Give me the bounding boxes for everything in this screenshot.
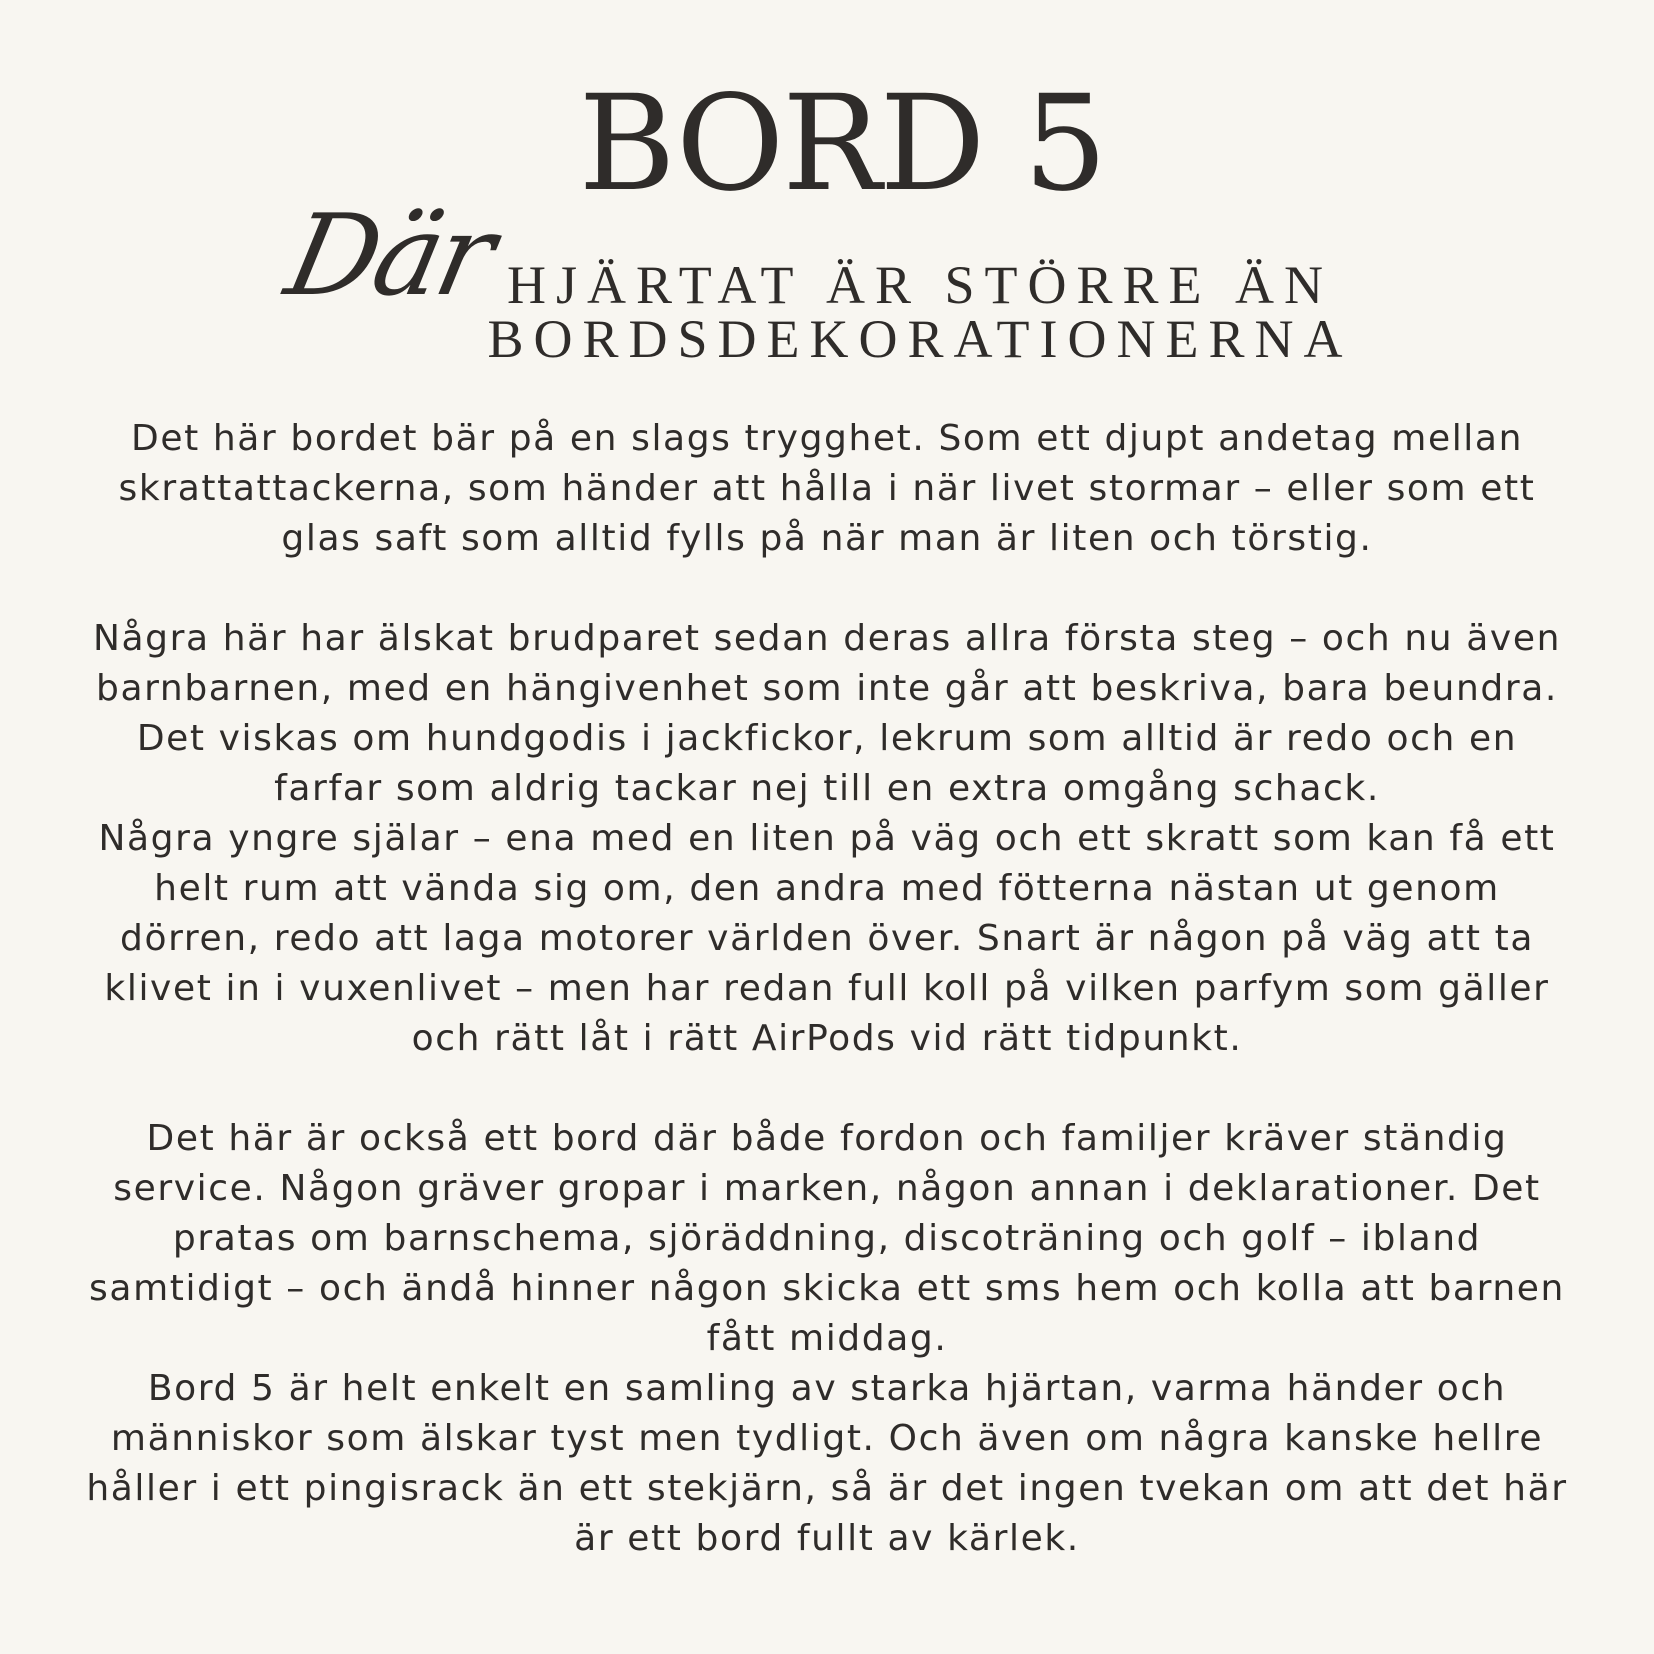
text-line: Det här är också ett bord där både fordon och familjer kräver ständig — [146, 1118, 1508, 1159]
text-line: pratas om barnschema, sjöräddning, discoträning och golf – ibland — [172, 1218, 1482, 1259]
text-line: Några yngre själar – ena med en liten på väg och ett skratt som kan få ett — [98, 818, 1556, 859]
text-line: barnbarnen, med en hängivenhet som inte går att beskriva, bara beundra. — [96, 668, 1558, 709]
text-line: är ett bord fullt av kärlek. — [574, 1518, 1080, 1559]
script-word: Där — [276, 191, 502, 321]
paragraph-gap — [70, 1064, 1584, 1114]
text-line: och rätt låt i rätt AirPods vid rätt tidpunkt. — [411, 1018, 1243, 1059]
text-line: Bord 5 är helt enkelt en samling av starka hjärtan, varma händer och — [147, 1368, 1507, 1409]
text-line: skrattattackerna, som händer att hålla i när livet stormar – eller som ett — [118, 468, 1536, 509]
body-text — [70, 414, 1584, 1564]
text-line: Det här bordet bär på en slags trygghet. Som ett djupt andetag mellan — [131, 418, 1523, 459]
text-line: farfar som aldrig tackar nej till en extra omgång schack. — [274, 768, 1380, 809]
text-line: helt rum att vända sig om, den andra med fötterna nästan ut genom — [154, 868, 1500, 909]
text-line: fått middag. — [706, 1318, 948, 1359]
subtitle-line-1: HJÄRTAT ÄR STÖRRE ÄN — [506, 255, 1333, 315]
text-line: glas saft som alltid fylls på när man är liten och törstig. — [281, 518, 1373, 559]
paragraph-gap — [70, 564, 1584, 614]
page-title: BORD 5 — [578, 67, 1106, 221]
text-line: klivet in i vuxenlivet – men har redan full koll på vilken parfym som gäller — [104, 968, 1550, 1009]
text-line: samtidigt – och ändå hinner någon skicka ett sms hem och kolla att barnen — [89, 1268, 1565, 1309]
text-line: dörren, redo att laga motorer världen över. Snart är någon på väg att ta — [120, 918, 1534, 959]
text-line: service. Någon gräver gropar i marken, någon annan i deklarationer. Det — [113, 1168, 1541, 1209]
subtitle-line-2: BORDSDEKORATIONERNA — [487, 309, 1353, 369]
text-line: människor som älskar tyst men tydligt. Och även om några kanske hellre — [110, 1418, 1544, 1459]
text-line: Det viskas om hundgodis i jackfickor, lekrum som alltid är redo och en — [136, 718, 1518, 759]
text-line: Några här har älskat brudparet sedan deras allra första steg – och nu även — [92, 618, 1561, 659]
text-line: håller i ett pingisrack än ett stekjärn, så är det ingen tvekan om att det här — [86, 1468, 1568, 1509]
subtitle — [470, 255, 1370, 369]
